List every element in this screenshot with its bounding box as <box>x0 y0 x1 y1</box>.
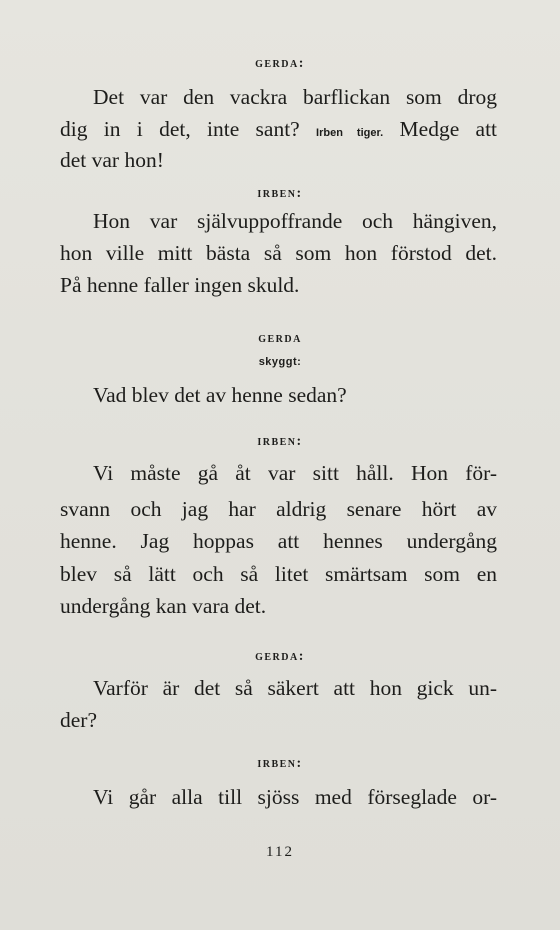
speaker-name: irben: <box>257 186 303 201</box>
stage-direction: skyggt: <box>258 356 302 368</box>
text-line: undergång kan vara det. <box>60 594 267 618</box>
page-number: 112 <box>266 844 294 860</box>
text-segment: Medge att <box>399 117 498 141</box>
text-line: På henne faller ingen skuld. <box>60 273 300 297</box>
text-line <box>60 116 497 146</box>
text-line: henne. Jag hoppas att hennes undergång <box>60 529 497 553</box>
text-line: Vi går alla till sjöss med förseglade or- <box>93 785 497 809</box>
text-line: Vad blev det av henne sedan? <box>93 383 347 407</box>
speaker-name: gerda: <box>255 649 305 664</box>
stage-direction-inline: Irben tiger. <box>316 127 384 139</box>
text-line: Det var den vackra barflickan som drog <box>93 85 497 109</box>
speaker-name: irben: <box>257 434 303 449</box>
text-line: der? <box>60 708 97 732</box>
text-line: hon ville mitt bästa så som hon förstod det. <box>60 241 497 265</box>
text-line: blev så lätt och så litet smärtsam som en <box>60 562 497 586</box>
text-line: Hon var självuppoffrande och hängiven, <box>93 209 497 233</box>
speaker-name: gerda <box>258 331 302 346</box>
text-line: det var hon! <box>60 148 164 172</box>
text-line: svann och jag har aldrig senare hört av <box>60 497 497 521</box>
text-segment: dig in i det, inte sant? <box>60 117 300 141</box>
text-line: Varför är det så säkert att hon gick un- <box>93 676 497 700</box>
speaker-name: gerda: <box>255 56 305 71</box>
speaker-name: irben: <box>257 756 303 771</box>
text-line: Vi måste gå åt var sitt håll. Hon för- <box>93 461 497 485</box>
